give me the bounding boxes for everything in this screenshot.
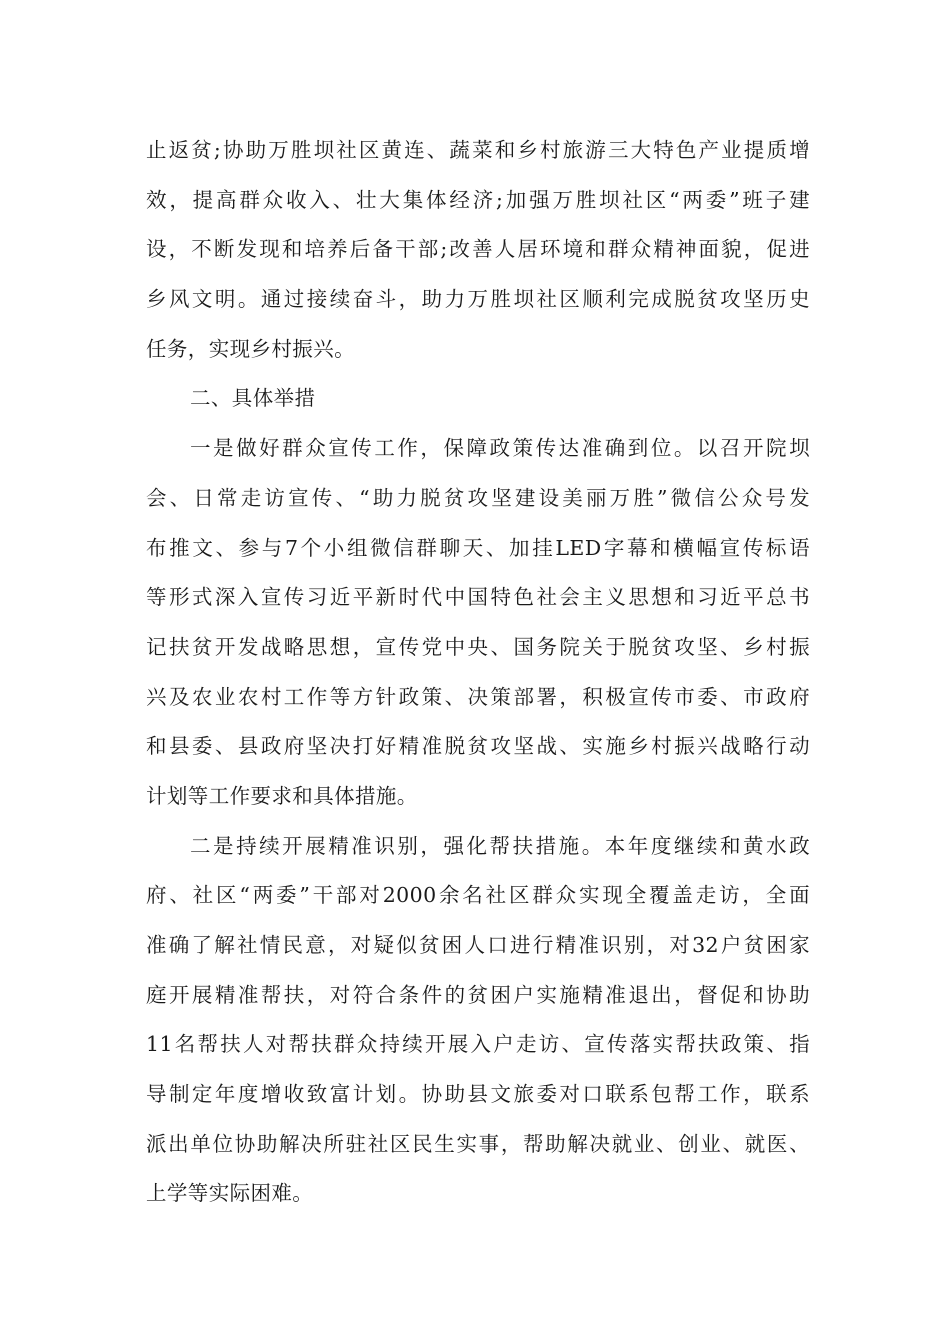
text-line: 会、日常走访宣传、“助力脱贫攻坚建设美丽万胜”微信公众号发 bbox=[146, 485, 810, 510]
text-line: 任务，实现乡村振兴。 bbox=[146, 336, 355, 361]
text-line: 11名帮扶人对帮扶群众持续开展入户走访、宣传落实帮扶政策、指 bbox=[146, 1032, 810, 1057]
text-line: 止返贫;协助万胜坝社区黄连、蔬菜和乡村旅游三大特色产业提质增 bbox=[146, 138, 810, 162]
text-line: 二是持续开展精准识别，强化帮扶措施。本年度继续和黄水政 bbox=[190, 833, 810, 858]
text-line: 计划等工作要求和具体措施。 bbox=[146, 783, 418, 808]
text-line: 府、社区“两委”干部对2000余名社区群众实现全覆盖走访，全面 bbox=[146, 883, 810, 908]
text-line: 一是做好群众宣传工作，保障政策传达准确到位。以召开院坝 bbox=[190, 436, 810, 461]
text-line: 布推文、参与7个小组微信群聊天、加挂LED字幕和横幅宣传标语 bbox=[146, 535, 810, 560]
text-line: 准确了解社情民意，对疑似贫困人口进行精准识别，对32户贫困家 bbox=[146, 933, 810, 957]
text-line: 等形式深入宣传习近平新时代中国特色社会主义思想和习近平总书 bbox=[146, 585, 810, 610]
text-line: 和县委、县政府坚决打好精准脱贫攻坚战、实施乡村振兴战略行动 bbox=[146, 734, 810, 759]
body-text bbox=[146, 126, 810, 1219]
text-line: 兴及农业农村工作等方针政策、决策部署，积极宣传市委、市政府 bbox=[146, 684, 810, 709]
text-line: 效，提高群众收入、壮大集体经济;加强万胜坝社区“两委”班子建 bbox=[146, 187, 810, 212]
text-line: 设，不断发现和培养后备干部;改善人居环境和群众精神面貌，促进 bbox=[146, 237, 810, 262]
text-line: 上学等实际困难。 bbox=[146, 1181, 314, 1206]
section-heading: 二、具体举措 bbox=[190, 386, 316, 411]
text-line: 乡风文明。通过接续奋斗，助力万胜坝社区顺利完成脱贫攻坚历史 bbox=[146, 287, 810, 312]
text-line: 导制定年度增收致富计划。协助县文旅委对口联系包帮工作，联系 bbox=[146, 1082, 810, 1107]
text-line: 记扶贫开发战略思想，宣传党中央、国务院关于脱贫攻坚、乡村振 bbox=[146, 634, 810, 659]
text-line: 派出单位协助解决所驻社区民生实事，帮助解决就业、创业、就医、 bbox=[146, 1131, 810, 1156]
text-line: 庭开展精准帮扶，对符合条件的贫困户实施精准退出，督促和协助 bbox=[146, 982, 810, 1007]
